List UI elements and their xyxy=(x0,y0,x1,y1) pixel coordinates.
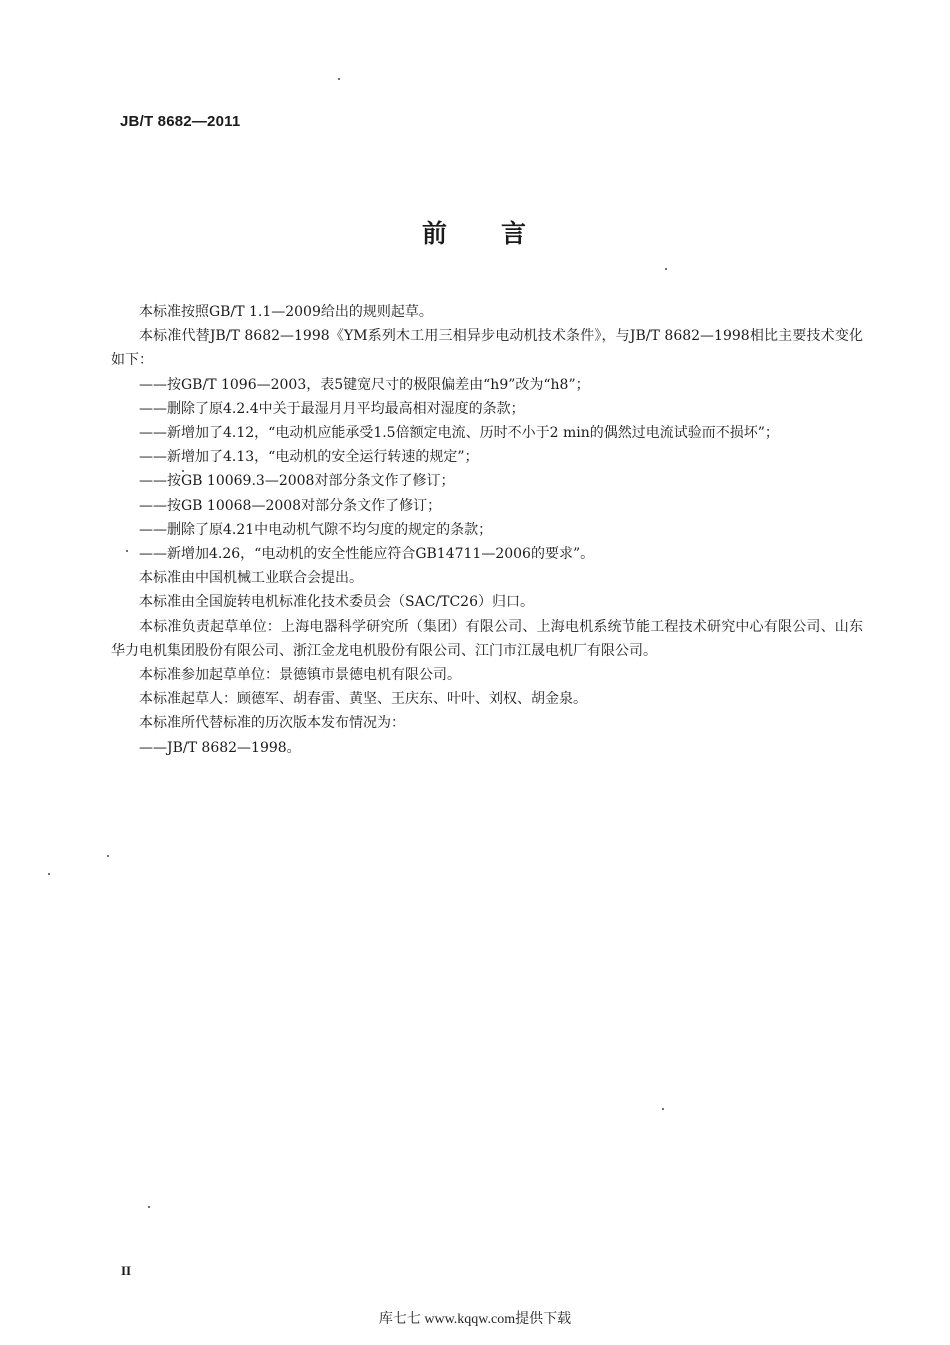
paragraph-drafters: 本标准起草人：顾德军、胡春雷、黄坚、王庆东、叶叶、刘权、胡金泉。 xyxy=(139,691,587,708)
page-title xyxy=(0,214,950,250)
page-number: II xyxy=(121,1263,132,1278)
change-item: ——新增加4.26，“电动机的安全性能应符合GB14711—2006的要求”。 xyxy=(139,546,595,563)
change-item: ——新增加了4.12，“电动机应能承受1.5倍额定电流、历时不小于2 min的偶然过电流试验而不损坏”； xyxy=(139,425,779,442)
change-item: ——删除了原4.2.4中关于最湿月月平均最高相对湿度的条款； xyxy=(139,400,525,417)
download-watermark: 库七七 www.kqqw.com提供下载 xyxy=(378,1312,572,1327)
title-char-1: 前 xyxy=(421,219,449,248)
scan-speck xyxy=(182,470,184,472)
change-item: ——新增加了4.13，“电动机的安全运行转速的规定”； xyxy=(139,449,479,466)
scan-speck xyxy=(126,550,128,552)
scan-speck xyxy=(148,1206,150,1208)
title-char-2: 言 xyxy=(501,219,529,248)
scan-speck xyxy=(48,873,50,875)
scan-speck xyxy=(665,268,667,270)
paragraph-participating-unit: 本标准参加起草单位：景德镇市景德电机有限公司。 xyxy=(139,667,461,684)
paragraph-history-intro: 本标准所代替标准的历次版本发布情况为： xyxy=(139,715,405,732)
paragraph-drafting-rules: 本标准按照GB/T 1.1—2009给出的规则起草。 xyxy=(139,304,433,320)
change-item: ——按GB 10069.3—2008对部分条文作了修订； xyxy=(139,473,455,490)
paragraph-replacement: 本标准代替JB/T 8682—1998《YM系列木工用三相异步电动机技术条件》，与JB/T 8682—1998相比主要技术变化如下： xyxy=(111,328,863,369)
paragraph-proposer: 本标准由中国机械工业联合会提出。 xyxy=(139,570,363,587)
standard-code: JB/T 8682—2011 xyxy=(120,113,241,130)
change-item: ——按GB 10068—2008对部分条文作了修订； xyxy=(139,497,442,514)
scan-speck xyxy=(107,855,109,857)
scan-speck xyxy=(662,1108,664,1110)
paragraph-committee: 本标准由全国旋转电机标准化技术委员会（SAC/TC26）归口。 xyxy=(139,594,534,611)
paragraph-drafting-units: 本标准负责起草单位：上海电器科学研究所（集团）有限公司、上海电机系统节能工程技术研究中心有限公司、山东华力电机集团股份有限公司、浙江金龙电机股份有限公司、江门市江晟电机厂有限公司。 xyxy=(111,618,863,659)
change-item: ——按GB/T 1096—2003，表5键宽尺寸的极限偏差由“h9”改为“h8”； xyxy=(139,376,590,393)
scan-speck xyxy=(338,78,340,80)
foreword-body xyxy=(111,300,863,760)
change-item: ——删除了原4.21中电动机气隙不均匀度的规定的条款； xyxy=(139,521,493,538)
history-item: ——JB/T 8682—1998。 xyxy=(139,739,301,756)
